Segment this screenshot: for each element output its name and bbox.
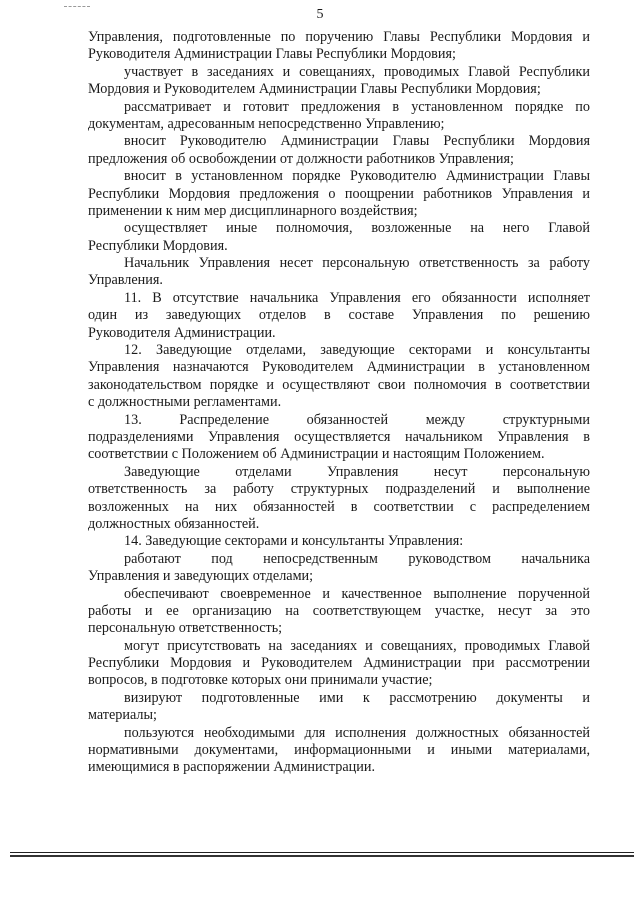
text-line: документам, адресованным непосредственно Управлению; — [88, 115, 445, 132]
text-line: рассматривает и готовит предложения в установленном порядке по — [124, 98, 590, 115]
text-line: предложения об освобождении от должности работников Управления; — [88, 150, 514, 167]
text-line: с должностными регламентами. — [88, 394, 282, 411]
document-body — [88, 29, 590, 777]
text-line: Республики Мордовия предложения о поощрении работников Управления и — [88, 185, 590, 202]
text-line: Руководителя Администрации. — [88, 324, 276, 341]
footer-rule — [10, 855, 634, 857]
text-line: нормативными документами, информационными и иными материалами, — [88, 742, 590, 759]
text-line: 12. Заведующие отделами, заведующие секторами и консультанты — [124, 342, 590, 359]
text-line: пользуются необходимыми для исполнения должностных обязанностей — [124, 724, 590, 741]
text-line: обеспечивают своевременное и качественное выполнение порученной — [124, 585, 590, 602]
text-line: визируют подготовленные ими к рассмотрению документы и — [124, 689, 590, 706]
text-line: 14. Заведующие секторами и консультанты Управления: — [124, 533, 464, 550]
text-line: Руководителя Администрации Главы Республики Мордовия; — [88, 46, 456, 63]
text-line: законодательством порядке и осуществляют свои полномочия в соответствии — [88, 376, 590, 393]
text-line: вносит Руководителю Администрации Главы Республики Мордовия — [124, 133, 590, 150]
text-line: соответствии с Положением об Администрации и настоящим Положением. — [88, 446, 545, 463]
text-line: Мордовия и Руководителем Администрации Главы Республики Мордовия; — [88, 81, 541, 98]
text-line: могут присутствовать на заседаниях и совещаниях, проводимых Главой — [124, 637, 590, 654]
text-line: подразделениями Управления осуществляется начальником Управления в — [88, 428, 590, 445]
text-line: работы и ее организацию на соответствующем участке, несут за это — [88, 602, 590, 619]
text-line: ответственность за работу структурных подразделений и выполнение — [88, 481, 590, 498]
page-number: 5 — [316, 7, 324, 22]
text-line: материалы; — [88, 707, 157, 724]
text-line: возложенных на них обязанностей в соответствии с распределением — [88, 498, 590, 515]
text-line: Республики Мордовия. — [88, 237, 228, 254]
text-line: Управления. — [88, 272, 163, 289]
text-line: Заведующие отделами Управления несут персональную — [124, 463, 590, 480]
text-line: 11. В отсутствие начальника Управления его обязанности исполняет — [124, 289, 590, 306]
text-line: имеющимися в распоряжении Администрации. — [88, 759, 376, 776]
text-line: 13. Распределение обязанностей между структурными — [124, 411, 590, 428]
text-line: участвует в заседаниях и совещаниях, проводимых Главой Республики — [124, 63, 590, 80]
text-line: Управления назначаются Руководителем Администрации в установленном — [88, 359, 590, 376]
text-line: Управления и заведующих отделами; — [88, 568, 314, 585]
text-line: один из заведующих отделов в составе Управления по решению — [88, 307, 590, 324]
text-line: вопросов, в подготовке которых они принимали участие; — [88, 672, 433, 689]
text-line: вносит в установленном порядке Руководителю Администрации Главы — [124, 168, 590, 185]
text-line: Начальник Управления несет персональную ответственность за работу — [124, 255, 590, 272]
text-line: Республики Мордовия и Руководителем Администрации при рассмотрении — [88, 655, 590, 672]
text-line: должностных обязанностей. — [88, 515, 260, 532]
text-line: Управления, подготовленные по поручению Главы Республики Мордовия и — [88, 29, 590, 45]
footer-rule — [10, 852, 634, 853]
text-line: персональную ответственность; — [88, 620, 283, 637]
text-line: осуществляет иные полномочия, возложенные на него Главой — [124, 220, 590, 237]
text-line: применении к ним мер дисциплинарного воздействия; — [88, 202, 418, 219]
text-line: работают под непосредственным руководством начальника — [124, 550, 590, 567]
